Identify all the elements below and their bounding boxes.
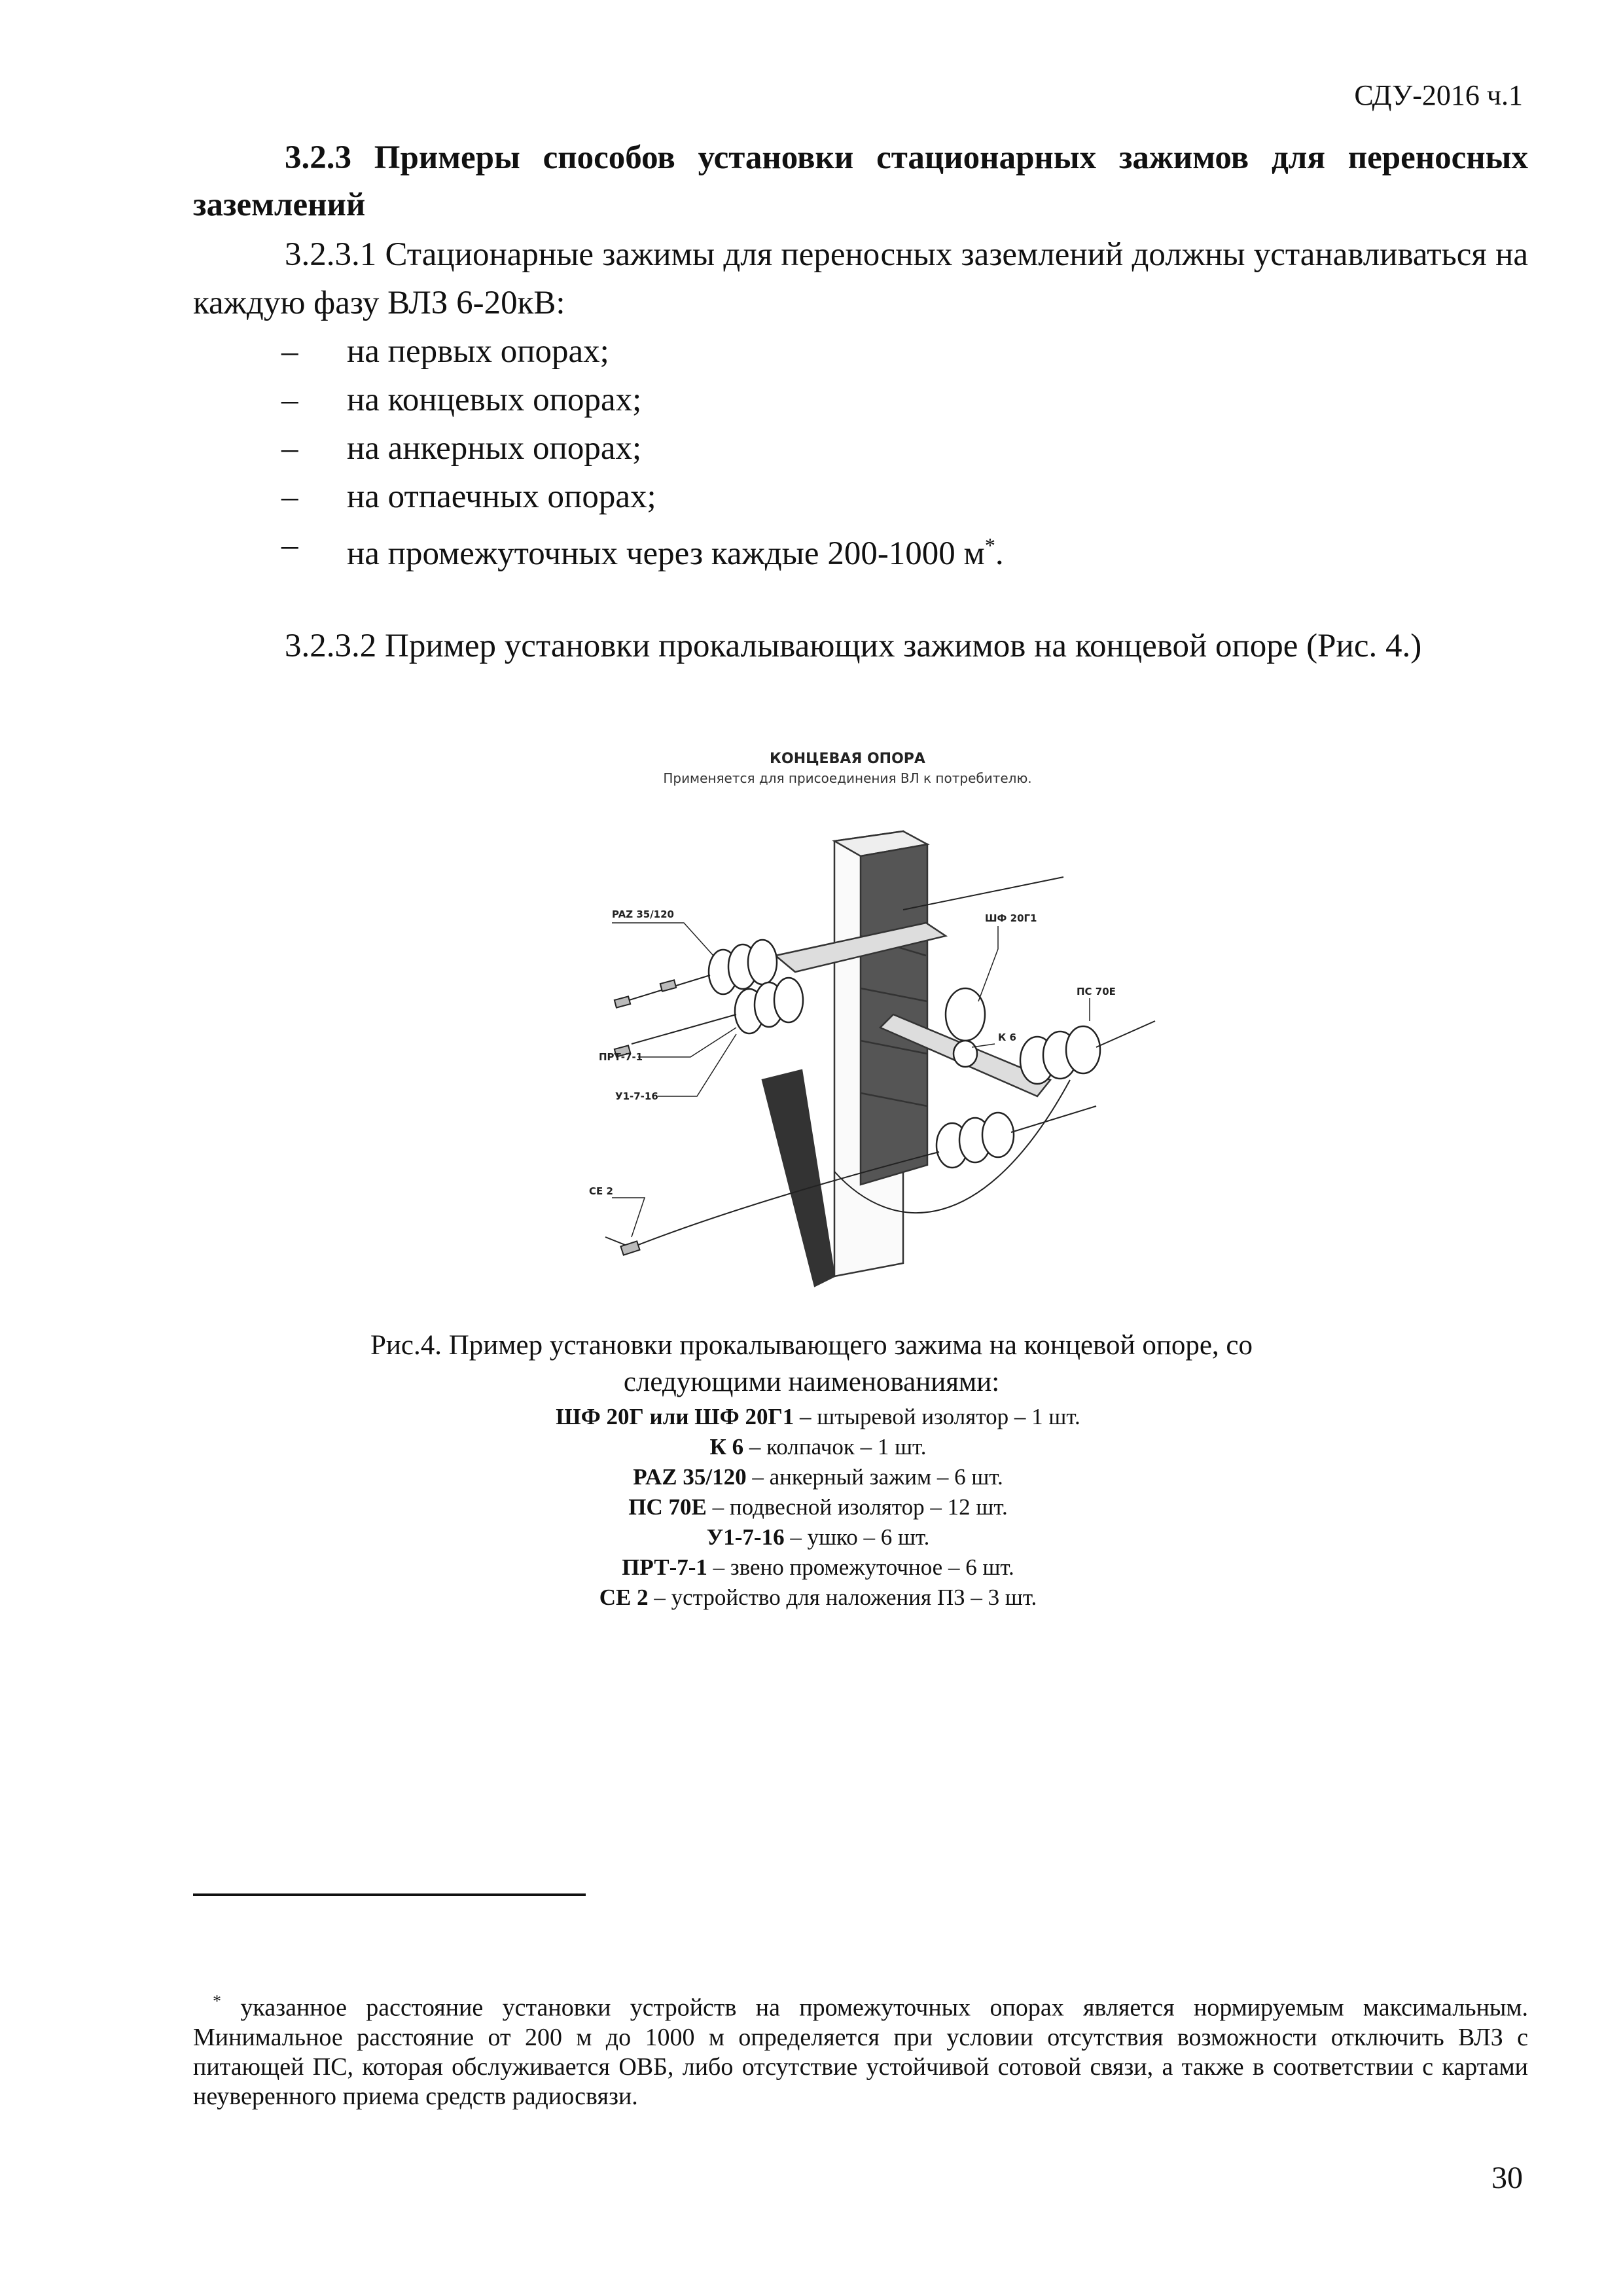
list-item-text: на концевых опорах; (347, 382, 642, 418)
legend-item-name: ПРТ-7-1 (622, 1554, 707, 1580)
legend-item-name: ПС 70Е (628, 1494, 707, 1520)
label-shf: ШФ 20Г1 (985, 912, 1037, 924)
footnote-text: указанное расстояние установки устройств на промежуточных опорах является нормируемым максимальным. Минимальное расстояние от 200 м до 1000 м определяется при условии отсутствия возможности отключить ВЛЗ с питающей ПС, которая обслуживается ОВБ, либо отсутствие устойчивой сотовой связи, а также в соответствии с картами неуверенного приема средств радиосвязи. (193, 1994, 1528, 2110)
list-item-tail: . (995, 535, 1004, 572)
list-item-text: на отпаечных опорах; (347, 478, 656, 515)
list-item-text: на первых опорах; (347, 333, 609, 370)
end-pole-figure (527, 740, 1168, 1316)
figure-caption (366, 1327, 1257, 1401)
label-ce2: СЕ 2 (589, 1185, 613, 1197)
label-u1: У1-7-16 (615, 1090, 658, 1102)
paragraph-3-2-3-1: 3.2.3.1 Стационарные зажимы для переносных заземлений должны устанавливаться на каждую фазу ВЛЗ 6-20кВ: (193, 236, 1528, 321)
legend-item (393, 1402, 1243, 1432)
legend-item-desc: – анкерный зажим – 6 шт. (746, 1464, 1003, 1490)
clamps (615, 980, 676, 1255)
label-paz: PAZ 35/120 (612, 908, 674, 920)
list-dash: – (281, 430, 298, 467)
paragraph-3-2-3-2: 3.2.3.2 Пример установки прокалывающих зажимов на концевой опоре (Рис. 4.) (285, 628, 1422, 664)
legend-item-desc: – звено промежуточное – 6 шт. (707, 1554, 1014, 1580)
legend-item-desc: – штыревой изолятор – 1 шт. (794, 1404, 1080, 1429)
legend-item (393, 1522, 1243, 1552)
legend-item-desc: – подвесной изолятор – 12 шт. (706, 1494, 1008, 1520)
figure-subtitle: Применяется для присоединения ВЛ к потребителю. (663, 770, 1032, 786)
legend-item-desc: – устройство для наложения ПЗ – 3 шт. (648, 1585, 1037, 1610)
legend-item (393, 1462, 1243, 1492)
legend-item (393, 1492, 1243, 1522)
list-dash: – (281, 333, 298, 370)
footnote-separator (193, 1893, 586, 1896)
list-item (281, 376, 1004, 424)
caption-line: следующими наименованиями: (623, 1367, 1000, 1397)
figure-title: КОНЦЕВАЯ ОПОРА (770, 751, 925, 767)
legend-item-name: К 6 (709, 1434, 744, 1460)
legend-item (393, 1583, 1243, 1613)
list-item (281, 521, 1004, 578)
legend-item (393, 1432, 1243, 1462)
legend-item-name: СЕ 2 (599, 1585, 649, 1610)
list-item-text: на промежуточных через каждые 200-1000 м (347, 535, 985, 572)
legend-item (393, 1552, 1243, 1583)
footnote (193, 1986, 1528, 2111)
list-dash: – (281, 382, 298, 418)
label-prt: ПРТ-7-1 (599, 1051, 643, 1063)
list-dash: – (281, 527, 298, 564)
list-item (281, 327, 1004, 376)
footnote-marker: * (213, 1992, 221, 2011)
document-code: СДУ-2016 ч.1 (1354, 79, 1523, 111)
label-k6: К 6 (998, 1031, 1016, 1043)
label-ps70: ПС 70Е (1077, 986, 1116, 997)
legend-item-name: ШФ 20Г или ШФ 20Г1 (556, 1404, 794, 1429)
list-dash: – (281, 478, 298, 515)
legend-item-desc: – ушко – 6 шт. (784, 1524, 930, 1550)
caption-line: Рис.4. Пример установки прокалывающего зажима на концевой опоре, со (370, 1330, 1253, 1361)
footnote-marker: * (984, 533, 995, 557)
list-item (281, 424, 1004, 473)
legend-item-name: У1-7-16 (706, 1524, 785, 1550)
pole-illustration (762, 831, 1050, 1286)
legend-item-name: PAZ 35/120 (633, 1464, 747, 1490)
section-heading: 3.2.3 Примеры способов установки стационарных зажимов для переносных заземлений (193, 139, 1528, 223)
bullet-list (281, 327, 1004, 578)
list-item-text: на анкерных опорах; (347, 430, 642, 467)
page-number: 30 (1491, 2161, 1523, 2195)
legend-item-desc: – колпачок – 1 шт. (743, 1434, 927, 1460)
list-item (281, 473, 1004, 521)
component-legend (393, 1402, 1243, 1613)
